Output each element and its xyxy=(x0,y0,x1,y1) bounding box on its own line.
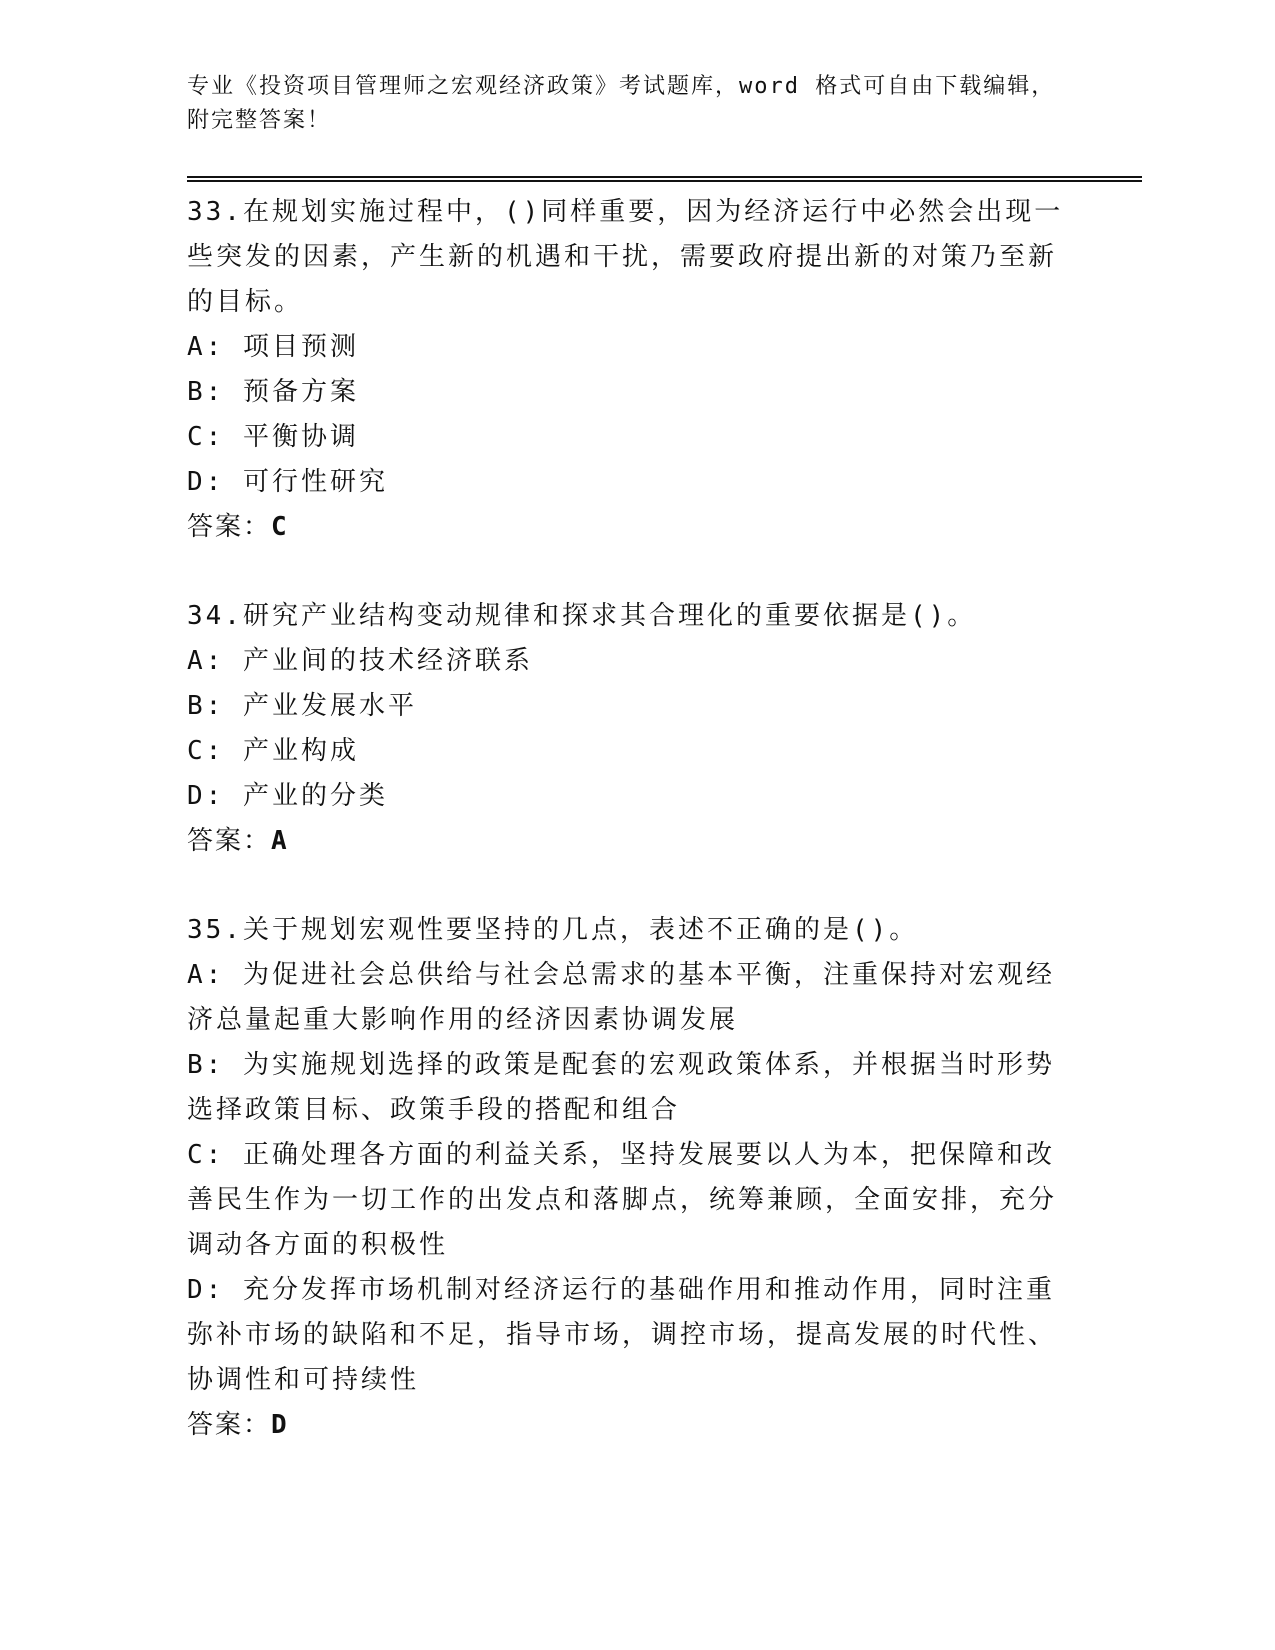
question-text: 35.关于规划宏观性要坚持的几点，表述不正确的是()。 xyxy=(187,915,919,945)
answer-value: C xyxy=(271,512,289,542)
option-a: A: 产业间的技术经济联系 xyxy=(187,646,533,676)
header-line-2: 附完整答案！ xyxy=(187,108,332,133)
option-c: C: 产业构成 xyxy=(187,736,359,766)
header-line-1: 专业《投资项目管理师之宏观经济政策》考试题库，word 格式可自由下载编辑， xyxy=(187,74,1056,99)
answer-value: A xyxy=(271,826,289,856)
answer-value: D xyxy=(271,1410,289,1440)
answer-label: 答案： xyxy=(187,1410,272,1440)
answer-line xyxy=(187,819,1067,864)
option-d: D: 充分发挥市场机制对经济运行的基础作用和推动作用，同时注重弥补市场的缺陷和不足，指导市场，调控市场，提高发展的时代性、协调性和可持续性 xyxy=(187,1275,1058,1395)
question-35 xyxy=(187,908,1067,1448)
option-a: A: 为促进社会总供给与社会总需求的基本平衡，注重保持对宏观经济总量起重大影响作用的经济因素协调发展 xyxy=(187,960,1055,1035)
question-34 xyxy=(187,594,1067,864)
option-b: B: 为实施规划选择的政策是配套的宏观政策体系，并根据当时形势选择政策目标、政策手段的搭配和组合 xyxy=(187,1050,1055,1125)
header-divider xyxy=(187,176,1142,182)
option-a: A: 项目预测 xyxy=(187,332,359,362)
question-text: 34.研究产业结构变动规律和探求其合理化的重要依据是()。 xyxy=(187,601,977,631)
answer-line xyxy=(187,505,1067,550)
option-b: B: 预备方案 xyxy=(187,377,359,407)
answer-line xyxy=(187,1403,1067,1448)
option-b: B: 产业发展水平 xyxy=(187,691,417,721)
option-c: C: 平衡协调 xyxy=(187,422,359,452)
answer-label: 答案： xyxy=(187,512,272,542)
answer-label: 答案： xyxy=(187,826,272,856)
option-d: D: 可行性研究 xyxy=(187,467,388,497)
question-33 xyxy=(187,190,1067,550)
document-page xyxy=(187,70,1142,1492)
option-c: C: 正确处理各方面的利益关系，坚持发展要以人为本，把保障和改善民生作为一切工作的出发点和落脚点，统筹兼顾，全面安排，充分调动各方面的积极性 xyxy=(187,1140,1058,1260)
question-text: 33.在规划实施过程中，()同样重要，因为经济运行中必然会出现一些突发的因素，产生新的机遇和干扰，需要政府提出新的对策乃至新的目标。 xyxy=(187,197,1064,317)
question-list xyxy=(187,190,1142,1448)
document-header xyxy=(187,70,1067,138)
option-d: D: 产业的分类 xyxy=(187,781,388,811)
